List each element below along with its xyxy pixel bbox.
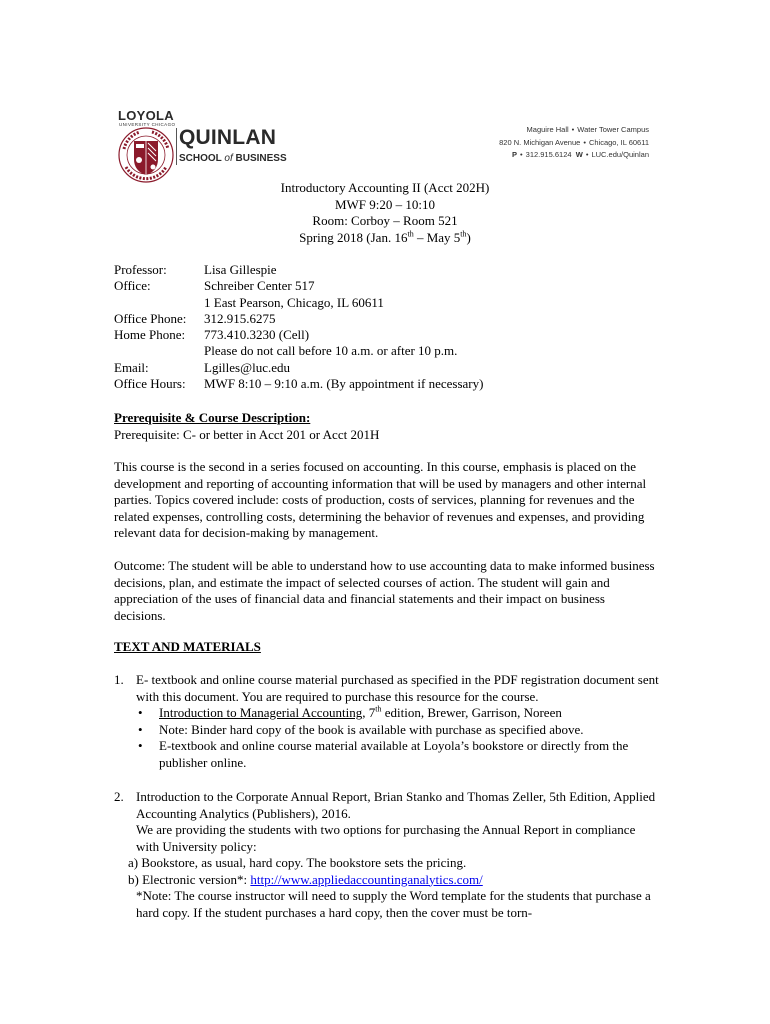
contact-row-email: Email: Lgilles@luc.edu (114, 359, 290, 375)
course-room: Room: Corboy – Room 521 (312, 213, 458, 228)
prerequisite-text: Prerequisite: C- or better in Acct 201 or Acct 201H (114, 426, 380, 442)
annual-report-link[interactable]: http://www.appliedaccountinganalytics.com/ (250, 871, 483, 887)
professor-name: Lisa Gillespie (204, 262, 277, 277)
materials-heading: TEXT AND MATERIALS (114, 639, 261, 654)
course-schedule: MWF 9:20 – 10:10 (334, 196, 436, 212)
bullet-etextbook: • E-textbook and online course material available at Loyola’s bookstore or directly from the publisher online. (136, 738, 659, 771)
loyola-wordmark: LOYOLA (118, 108, 174, 123)
contact-row-office: Office: Schreiber Center 517 (114, 278, 315, 294)
address-line-3: P • 312.915.6124 W • LUC.edu/Quinlan (512, 150, 649, 159)
contact-row-phone-note: Please do not call before 10 a.m. or after 10 p.m. (204, 343, 458, 359)
course-description: This course is the second in a series focused on accounting. In this course, emphasis is placed on the development and reporting of accounting information that will be used by managers and other internal parties. Topics covered include: costs of production, costs of services, planning for revenues and the related expenses, controlling costs, determining the behavior of revenues and expenses, and providing relevant data for decision-making by management. (114, 459, 647, 540)
course-header (0, 180, 770, 246)
course-title: Introductory Accounting II (Acct 202H) (280, 180, 490, 195)
contact-row-office-address: 1 East Pearson, Chicago, IL 60611 (204, 294, 384, 310)
address-line-1: Maguire Hall • Water Tower Campus (526, 125, 649, 134)
prerequisite-section (114, 410, 659, 443)
course-outcome: Outcome: The student will be able to understand how to use accounting data to make informed business decisions, plan, and estimate the impact of selected courses of action. The student will gain and appreciation of the uses of financial data and financial statements and their impact on business decisions. (114, 558, 655, 623)
letterhead-address (499, 124, 649, 162)
option-a: a) Bookstore, as usual, hard copy. The bookstore sets the pricing. (128, 855, 467, 870)
bullet-textbook: • Introduction to Managerial Accounting, 7th edition, Brewer, Garrison, Noreen (136, 705, 659, 722)
quinlan-logo (118, 108, 288, 184)
option-b: b) Electronic version*: http://www.appliedaccountinganalytics.com/ (128, 871, 483, 887)
bullet-binder-note: • Note: Binder hard copy of the book is available with purchase as specified above. (136, 722, 659, 739)
course-term: Spring 2018 (Jan. 16th – May 5th) (299, 229, 471, 245)
loyola-seal-icon (118, 127, 174, 183)
materials-item-1: 1. E- textbook and online course material purchased as specified in the PDF registration document sent with this document. You are required to purchase this resource for the course. • Introduction to Managerial Accounting, 7th edition, Brewer, Garrison, Noreen • Note: Binder hard copy of the book is available with purchase as specified above. • E-textbook and online course material available at Loyola’s bookstore or directly from the publisher online. (114, 672, 659, 771)
contact-row-hours: Office Hours: MWF 8:10 – 9:10 a.m. (By appointment if necessary) (114, 376, 484, 392)
contact-row-home-phone: Home Phone: 773.410.3230 (Cell) (114, 327, 310, 343)
email-address: Lgilles@luc.edu (204, 359, 290, 375)
university-wordmark: UNIVERSITY CHICAGO (119, 122, 176, 127)
contact-row-professor: Professor: Lisa Gillespie (114, 262, 277, 277)
logo-divider (176, 128, 177, 165)
school-of-business-wordmark: SCHOOL of BUSINESS (179, 153, 287, 164)
hard-copy-note: *Note: The course instructor will need to supply the Word template for the students that purchase a hard copy. If the student purchases a hard copy, then the cover must be torn- (136, 888, 651, 920)
prerequisite-heading: Prerequisite & Course Description: (114, 410, 311, 425)
quinlan-wordmark: QUINLAN (179, 126, 277, 149)
contact-info (114, 262, 483, 392)
contact-row-office-phone: Office Phone: 312.915.6275 (114, 310, 276, 326)
address-line-2: 820 N. Michigan Avenue • Chicago, IL 60611 (499, 137, 649, 147)
materials-bullets (136, 705, 659, 771)
materials-item-2: 2. Introduction to the Corporate Annual Report, Brian Stanko and Thomas Zeller, 5th Edition, Applied Accounting Analytics (Publishers), 2016. We are providing the students with two options for purchasing the Annual Report in compliance with University policy: a) Bookstore, as usual, hard copy. The bookstore sets the pricing. b) Electronic version*: http://www.appliedaccountinganalytics.com/ *Note: The course instructor will need to supply the Word template for the students that purchase a hard copy. If the student purchases a hard copy, then the cover must be torn- (114, 789, 659, 921)
